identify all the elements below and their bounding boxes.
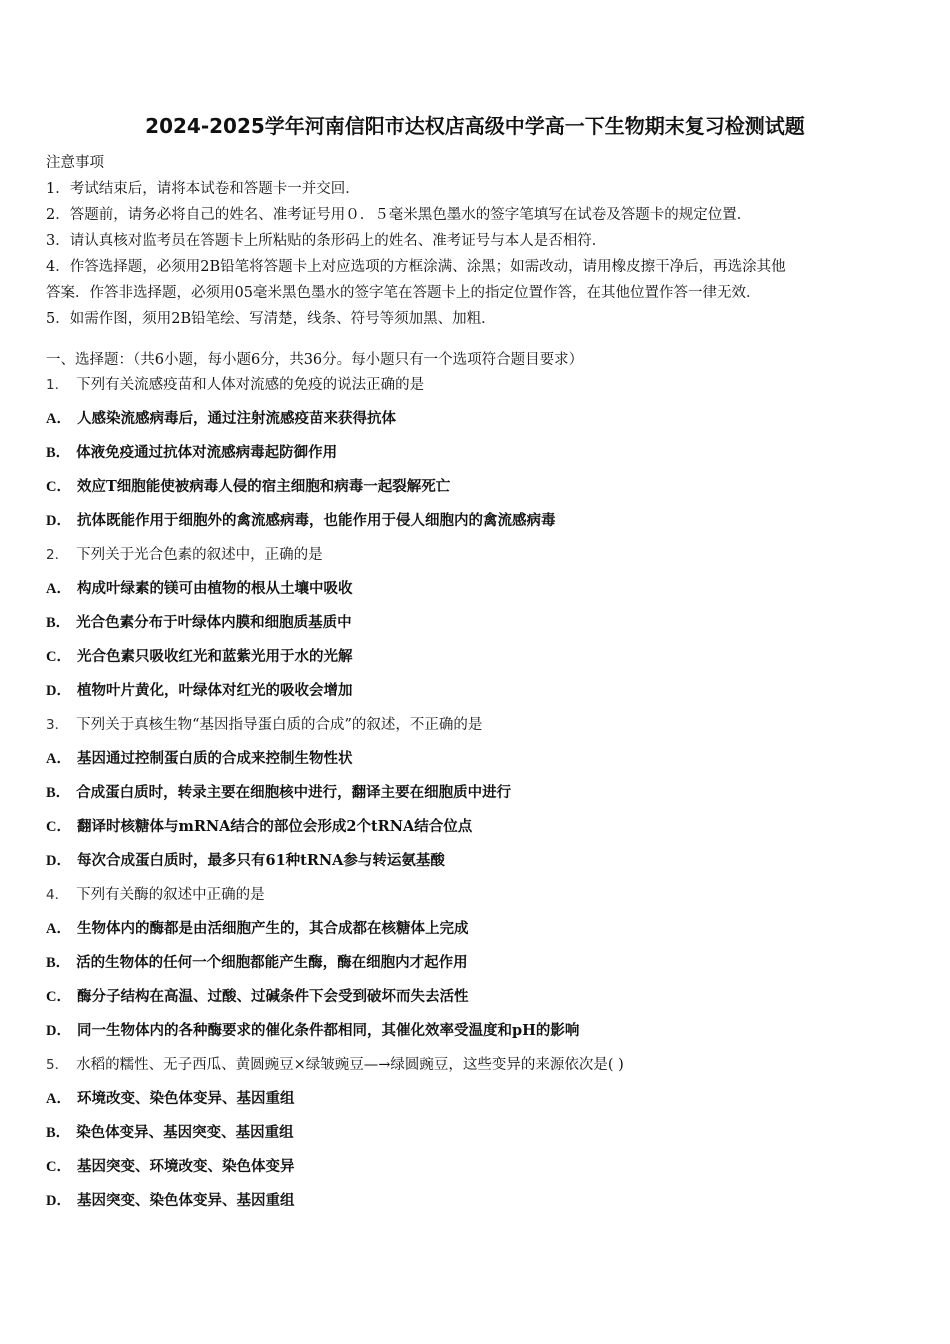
option-text: 生物体内的酶都是由活细胞产生的，其合成都在核糖体上完成 xyxy=(76,920,469,937)
page-title: 2024-2025学年河南信阳市达权店高级中学高一下生物期末复习检测试题 xyxy=(145,114,805,138)
option-row xyxy=(46,406,906,440)
option-row xyxy=(46,916,906,950)
option-letter: B． xyxy=(46,445,71,461)
option-letter: A． xyxy=(46,1091,71,1107)
option-letter: B． xyxy=(46,1125,71,1141)
option-row xyxy=(46,508,906,542)
question-list xyxy=(46,372,906,1222)
option-row xyxy=(46,440,906,474)
option-letter: D． xyxy=(46,683,71,699)
notice-heading: 注意事项 xyxy=(46,155,104,171)
option-text: 基因通过控制蛋白质的合成来控制生物性状 xyxy=(76,750,353,767)
option-row xyxy=(46,984,906,1018)
notice-block xyxy=(46,150,906,332)
option-row xyxy=(46,610,906,644)
option-row xyxy=(46,644,906,678)
question-number: 3． xyxy=(46,717,69,733)
option-text: 植物叶片黄化，叶绿体对红光的吸收会增加 xyxy=(76,682,353,699)
option-text: 活的生物体的任何一个细胞都能产生酶，酶在细胞内才起作用 xyxy=(76,954,468,971)
option-text: 构成叶绿素的镁可由植物的根从土壤中吸收 xyxy=(76,580,353,597)
option-letter: C． xyxy=(46,819,71,835)
option-row xyxy=(46,950,906,984)
option-letter: B． xyxy=(46,785,71,801)
option-row xyxy=(46,1086,906,1120)
option-letter: C． xyxy=(46,479,71,495)
question-number: 5． xyxy=(46,1057,69,1073)
option-text: 每次合成蛋白质时，最多只有61种tRNA参与转运氨基酸 xyxy=(76,852,445,869)
option-letter: B． xyxy=(46,615,71,631)
option-row xyxy=(46,678,906,712)
question-text: 下列有关流感疫苗和人体对流感的免疫的说法正确的是 xyxy=(76,377,425,393)
option-letter: D． xyxy=(46,513,71,529)
notice-line: 5．如需作图，须用2B铅笔绘、写清楚，线条、符号等须加黑、加粗． xyxy=(46,311,496,327)
option-text: 光合色素只吸收红光和蓝紫光用于水的光解 xyxy=(76,648,353,665)
question-stem xyxy=(46,372,906,406)
option-letter: C． xyxy=(46,989,71,1005)
option-text: 基因突变、环境改变、染色体变异 xyxy=(76,1158,295,1175)
notice-line: 2．答题前，请务必将自己的姓名、准考证号用０．５毫米黑色墨水的签字笔填写在试卷及答题卡的规定位置． xyxy=(46,207,752,223)
option-row xyxy=(46,576,906,610)
option-letter: D． xyxy=(46,853,71,869)
question-number: 2． xyxy=(46,547,69,563)
option-row xyxy=(46,780,906,814)
notice-line: 3．请认真核对监考员在答题卡上所粘贴的条形码上的姓名、准考证号与本人是否相符． xyxy=(46,233,607,249)
question-number: 1． xyxy=(46,377,69,393)
option-text: 光合色素分布于叶绿体内膜和细胞质基质中 xyxy=(76,614,352,631)
option-row xyxy=(46,474,906,508)
option-letter: C． xyxy=(46,1159,71,1175)
option-row xyxy=(46,1018,906,1052)
notice-line: 4．作答选择题，必须用2B铅笔将答题卡上对应选项的方框涂满、涂黑；如需改动，请用橡皮擦干净后，再选涂其他 xyxy=(46,259,786,275)
option-row xyxy=(46,746,906,780)
option-row xyxy=(46,814,906,848)
option-letter: A． xyxy=(46,581,71,597)
option-letter: D． xyxy=(46,1023,71,1039)
question-text: 下列关于光合色素的叙述中，正确的是 xyxy=(76,547,323,563)
question-text: 水稻的糯性、无子西瓜、黄圆豌豆×绿皱豌豆—→绿圆豌豆，这些变异的来源依次是( ) xyxy=(76,1057,624,1073)
option-letter: A． xyxy=(46,921,71,937)
option-text: 合成蛋白质时，转录主要在细胞核中进行，翻译主要在细胞质中进行 xyxy=(76,784,512,801)
option-letter: A． xyxy=(46,411,71,427)
section-heading: 一、选择题：（共6小题，每小题6分，共36分。每小题只有一个选项符合题目要求） xyxy=(46,352,584,368)
option-text: 基因突变、染色体变异、基因重组 xyxy=(76,1192,295,1209)
option-row xyxy=(46,848,906,882)
option-text: 酶分子结构在高温、过酸、过碱条件下会受到破坏而失去活性 xyxy=(76,988,469,1005)
option-text: 染色体变异、基因突变、基因重组 xyxy=(76,1124,294,1141)
option-row xyxy=(46,1154,906,1188)
question-stem xyxy=(46,882,906,916)
option-row xyxy=(46,1120,906,1154)
option-text: 翻译时核糖体与mRNA结合的部位会形成2个tRNA结合位点 xyxy=(76,818,473,835)
option-text: 同一生物体内的各种酶要求的催化条件都相同，其催化效率受温度和pH的影响 xyxy=(76,1022,580,1039)
option-text: 人感染流感病毒后，通过注射流感疫苗来获得抗体 xyxy=(76,410,396,427)
question-number: 4． xyxy=(46,887,69,903)
question-stem xyxy=(46,712,906,746)
question-text: 下列关于真核生物“基因指导蛋白质的合成”的叙述，不正确的是 xyxy=(76,717,483,733)
notice-line: 1．考试结束后，请将本试卷和答题卡一并交回． xyxy=(46,181,360,197)
option-text: 效应T细胞能使被病毒人侵的宿主细胞和病毒一起裂解死亡 xyxy=(76,478,451,495)
option-text: 体液免疫通过抗体对流感病毒起防御作用 xyxy=(76,444,338,461)
option-letter: C． xyxy=(46,649,71,665)
option-text: 环境改变、染色体变异、基因重组 xyxy=(76,1090,295,1107)
option-letter: A． xyxy=(46,751,71,767)
option-letter: D． xyxy=(46,1193,71,1209)
option-letter: B． xyxy=(46,955,71,971)
question-text: 下列有关酶的叙述中正确的是 xyxy=(76,887,265,903)
notice-line: 答案．作答非选择题，必须用05毫米黑色墨水的签字笔在答题卡上的指定位置作答，在其他位置作答一律无效． xyxy=(46,285,761,301)
option-row xyxy=(46,1188,906,1222)
question-stem xyxy=(46,542,906,576)
question-stem xyxy=(46,1052,906,1086)
option-text: 抗体既能作用于细胞外的禽流感病毒，也能作用于侵人细胞内的禽流感病毒 xyxy=(76,512,556,529)
